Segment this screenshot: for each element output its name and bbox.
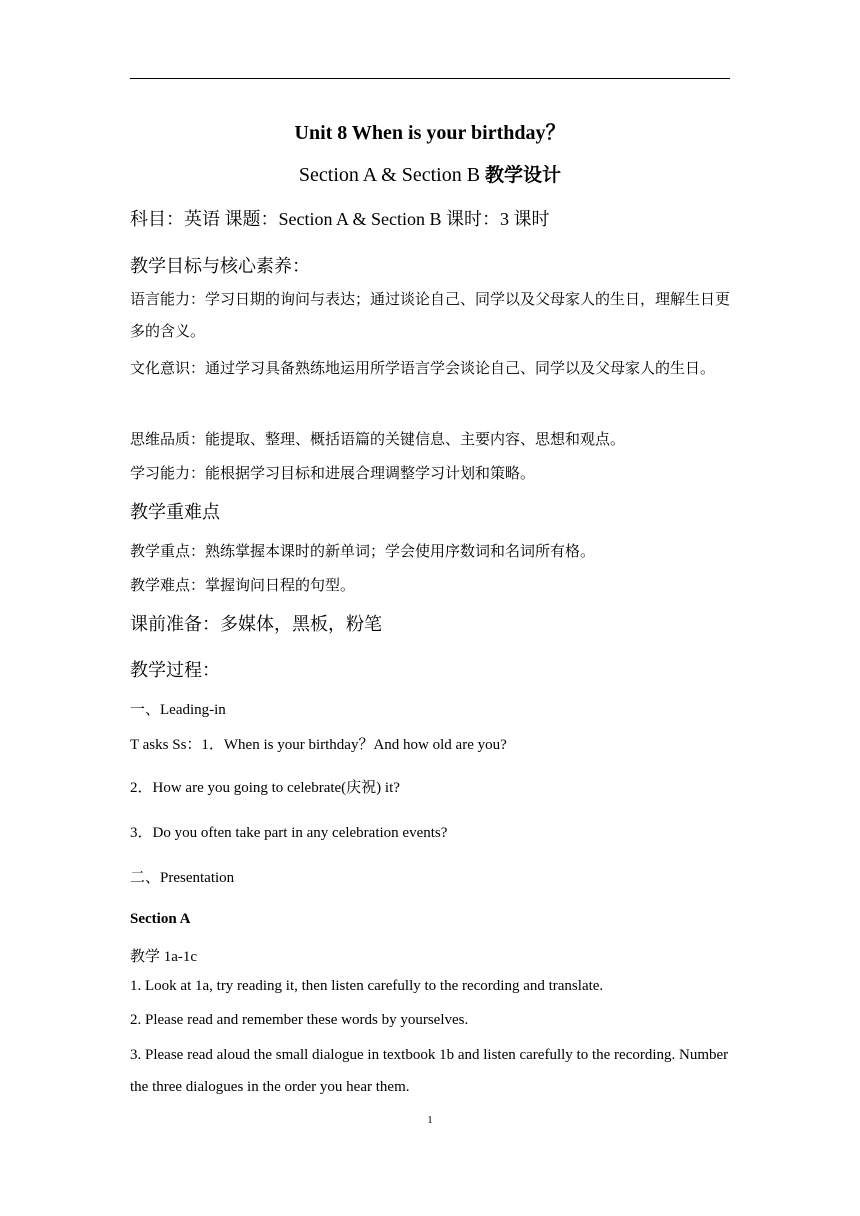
section-a-heading: Section A <box>130 911 191 927</box>
difficult-point: 教学难点：掌握询问日程的句型。 <box>130 578 356 594</box>
step-1: 1. Look at 1a, try reading it, then listen carefully to the recording and translate. <box>130 978 604 994</box>
meta-line: 科目：英语 课题：Section A & Section B 课时：3 课时 <box>130 209 550 229</box>
document-title: Unit 8 When is your birthday？ <box>294 122 566 144</box>
question-1: T asks Ss：1．When is your birthday？And how old are you? <box>130 737 507 753</box>
class-preparation: 课前准备：多媒体，黑板，粉笔 <box>130 614 382 634</box>
question-3: 3．Do you often take part in any celebration events? <box>130 825 448 841</box>
leading-in-heading: 一、Leading-in <box>130 702 226 718</box>
teach-1a-1c: 教学 1a-1c <box>130 949 198 965</box>
objective-learning: 学习能力：能根据学习目标和进展合理调整学习计划和策略。 <box>130 466 536 482</box>
objective-culture: 文化意识：通过学习具备熟练地运用所学语言学会谈论自己、同学以及父母家人的生日。 <box>130 361 716 377</box>
heading-key-points: 教学重难点 <box>130 502 220 522</box>
page-number: 1 <box>427 1114 433 1126</box>
subtitle-english: Section A & Section B <box>298 164 486 186</box>
step-2: 2. Please read and remember these words by yourselves. <box>130 1012 469 1028</box>
presentation-heading: 二、Presentation <box>130 870 235 886</box>
document-subtitle <box>0 160 860 187</box>
objective-language: 语言能力：学习日期的询问与表达；通过谈论自己、同学以及父母家人的生日，理解生日更多的含义。 <box>130 292 731 340</box>
question-2: 2．How are you going to celebrate(庆祝) it? <box>130 780 400 796</box>
header-rule <box>130 78 730 79</box>
subtitle-chinese: 教学设计 <box>485 164 562 186</box>
step-3: 3. Please read aloud the small dialogue in textbook 1b and listen carefully to the recording. Number the three dialogues in the order you hear them. <box>130 1047 729 1095</box>
heading-process: 教学过程： <box>130 660 220 680</box>
objective-thinking: 思维品质：能提取、整理、概括语篇的关键信息、主要内容、思想和观点。 <box>130 432 626 448</box>
key-point: 教学重点：熟练掌握本课时的新单词；学会使用序数词和名词所有格。 <box>130 544 596 560</box>
heading-objectives: 教学目标与核心素养： <box>130 256 310 276</box>
